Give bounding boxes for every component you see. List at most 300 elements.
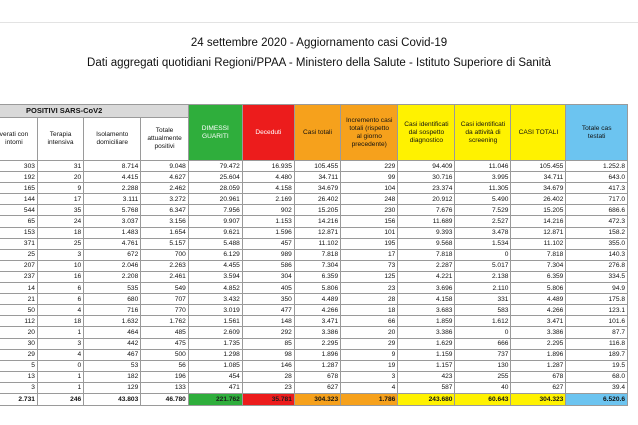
table-cell: 9	[37, 183, 83, 194]
table-cell: 672	[84, 249, 141, 260]
table-cell: 1.735	[188, 338, 242, 349]
table-cell: 1.629	[398, 338, 455, 349]
table-cell: 207	[0, 260, 37, 271]
table-cell: 680	[84, 294, 141, 305]
table-cell: 686.6	[566, 205, 628, 216]
table-cell: 9	[341, 349, 398, 360]
table-cell: 3	[37, 249, 83, 260]
table-cell: 56	[141, 360, 189, 371]
table-cell: 355.0	[566, 238, 628, 249]
table-cell: 9.568	[398, 238, 455, 249]
table-cell: 5.488	[188, 238, 242, 249]
table-cell: 21	[0, 294, 37, 305]
table-cell: 549	[141, 283, 189, 294]
header-casi-totali-upper: CASI TOTALI	[511, 105, 566, 161]
table-cell: 3	[0, 382, 37, 393]
total-cell: 246	[37, 393, 83, 405]
table-cell: 276.8	[566, 260, 628, 271]
table-cell: 7.956	[188, 205, 242, 216]
table-cell: 1.859	[398, 316, 455, 327]
table-cell: 3.272	[141, 194, 189, 205]
table-cell: 11.689	[398, 216, 455, 227]
table-row	[0, 238, 628, 249]
table-cell: 17	[37, 194, 83, 205]
table-cell: 7.304	[294, 260, 340, 271]
table-cell: 5.017	[455, 260, 511, 271]
table-cell: 1.654	[141, 227, 189, 238]
table-cell: 105.455	[294, 161, 340, 172]
table-cell: 23	[341, 283, 398, 294]
table-cell: 7.529	[455, 205, 511, 216]
table-cell: 7.818	[511, 249, 566, 260]
table-cell: 2.527	[455, 216, 511, 227]
table-row	[0, 260, 628, 271]
table-cell: 500	[141, 349, 189, 360]
table-cell: 9.907	[188, 216, 242, 227]
table-cell: 53	[84, 360, 141, 371]
total-cell: 221.762	[188, 393, 242, 405]
table-cell: 4.489	[294, 294, 340, 305]
table-cell: 477	[242, 305, 294, 316]
table-cell: 3.019	[188, 305, 242, 316]
table-cell: 129	[84, 382, 141, 393]
total-cell: 243.680	[398, 393, 455, 405]
table-cell: 1.762	[141, 316, 189, 327]
header-terapia-intensiva: Terapia intensiva	[37, 118, 83, 161]
header-dimessi-guariti: DIMESSI GUARITI	[188, 105, 242, 161]
table-cell: 4.627	[141, 172, 189, 183]
table-cell: 10	[37, 260, 83, 271]
table-cell: 20.961	[188, 194, 242, 205]
table-cell: 586	[242, 260, 294, 271]
table-cell: 1.534	[455, 238, 511, 249]
table-cell: 40	[455, 382, 511, 393]
table-cell: 158.2	[566, 227, 628, 238]
table-row	[0, 338, 628, 349]
table-cell: 1.287	[294, 360, 340, 371]
table-cell: 2.110	[455, 283, 511, 294]
header-incremento: Incremento casi totali (rispetto al giorno precedente)	[341, 105, 398, 161]
table-cell: 25.604	[188, 172, 242, 183]
table-cell: 30	[0, 338, 37, 349]
table-cell: 50	[0, 305, 37, 316]
table-cell: 9.048	[141, 161, 189, 172]
table-cell: 73	[341, 260, 398, 271]
table-cell: 423	[398, 371, 455, 382]
table-cell: 19.5	[566, 360, 628, 371]
table-cell: 25	[0, 249, 37, 260]
table-cell: 16.935	[242, 161, 294, 172]
table-cell: 457	[242, 238, 294, 249]
table-cell: 195	[341, 238, 398, 249]
group-header-positivi: POSITIVI SARS-CoV2	[0, 105, 188, 118]
table-cell: 3.386	[294, 327, 340, 338]
table-cell: 65	[0, 216, 37, 227]
table-cell: 4	[341, 382, 398, 393]
table-cell: 442	[84, 338, 141, 349]
table-row	[0, 161, 628, 172]
table-row	[0, 205, 628, 216]
table-cell: 156	[341, 216, 398, 227]
table-cell: 20	[37, 172, 83, 183]
table-cell: 4.489	[511, 294, 566, 305]
table-cell: 583	[455, 305, 511, 316]
table-cell: 1	[37, 382, 83, 393]
table-row	[0, 283, 628, 294]
table-cell: 1.287	[511, 360, 566, 371]
table-cell: 14.216	[294, 216, 340, 227]
table-cell: 26.402	[294, 194, 340, 205]
table-cell: 3	[37, 338, 83, 349]
table-cell: 350	[242, 294, 294, 305]
header-ricoverati: verati con intomi	[0, 118, 37, 161]
table-cell: 34.679	[511, 183, 566, 194]
table-cell: 34.711	[511, 172, 566, 183]
table-cell: 15.205	[294, 205, 340, 216]
table-cell: 1.159	[398, 349, 455, 360]
table-cell: 237	[0, 271, 37, 282]
table-cell: 24	[37, 216, 83, 227]
table-cell: 5.768	[84, 205, 141, 216]
table-cell: 5.806	[511, 283, 566, 294]
table-cell: 2.288	[84, 183, 141, 194]
table-cell: 0	[455, 249, 511, 260]
table-cell: 464	[84, 327, 141, 338]
table-cell: 9.621	[188, 227, 242, 238]
table-cell: 2.462	[141, 183, 189, 194]
table-cell: 153	[0, 227, 37, 238]
table-cell: 31	[37, 161, 83, 172]
header-totale-casi-testati: Totale cas testati	[566, 105, 628, 161]
table-row	[0, 316, 628, 327]
total-cell: 2.731	[0, 393, 37, 405]
table-cell: 1	[37, 327, 83, 338]
table-body	[0, 161, 628, 394]
table-cell: 123.1	[566, 305, 628, 316]
table-cell: 17	[341, 249, 398, 260]
table-cell: 7.818	[398, 249, 455, 260]
table-cell: 717.0	[566, 194, 628, 205]
table-cell: 229	[341, 161, 398, 172]
table-cell: 1.896	[294, 349, 340, 360]
total-cell: 304.323	[511, 393, 566, 405]
table-cell: 2.295	[294, 338, 340, 349]
table-cell: 255	[455, 371, 511, 382]
bottom-band	[0, 416, 638, 425]
table-cell: 4.158	[242, 183, 294, 194]
table-cell: 678	[294, 371, 340, 382]
table-cell: 303	[0, 161, 37, 172]
header-attualmente-positivi: Totale attualmente positivi	[141, 118, 189, 161]
table-cell: 16	[37, 271, 83, 282]
table-row	[0, 172, 628, 183]
table-row	[0, 305, 628, 316]
table-cell: 23.374	[398, 183, 455, 194]
table-cell: 18	[37, 227, 83, 238]
table-cell: 989	[242, 249, 294, 260]
table-cell: 104	[341, 183, 398, 194]
table-cell: 6.129	[188, 249, 242, 260]
table-cell: 472.3	[566, 216, 628, 227]
table-cell: 2.169	[242, 194, 294, 205]
table-cell: 3.683	[398, 305, 455, 316]
table-cell: 6.347	[141, 205, 189, 216]
total-cell: 1.786	[341, 393, 398, 405]
table-row	[0, 382, 628, 393]
table-cell: 189.7	[566, 349, 628, 360]
table-cell: 34.679	[294, 183, 340, 194]
table-cell: 4.221	[398, 271, 455, 282]
table-cell: 4.266	[294, 305, 340, 316]
table-cell: 20	[341, 327, 398, 338]
table-cell: 30.716	[398, 172, 455, 183]
table-cell: 94.409	[398, 161, 455, 172]
table-cell: 7.818	[294, 249, 340, 260]
totals-row	[0, 393, 628, 405]
table-cell: 1.153	[242, 216, 294, 227]
table-cell: 1.612	[455, 316, 511, 327]
table-cell: 116.8	[566, 338, 628, 349]
covid-data-table	[0, 104, 628, 406]
table-cell: 87.7	[566, 327, 628, 338]
total-cell: 304.323	[294, 393, 340, 405]
table-cell: 11.102	[511, 238, 566, 249]
table-cell: 471	[188, 382, 242, 393]
table-cell: 20.912	[398, 194, 455, 205]
header-casi-totali: Casi totali	[294, 105, 340, 161]
total-cell: 46.780	[141, 393, 189, 405]
table-cell: 8.714	[84, 161, 141, 172]
table-cell: 14.216	[511, 216, 566, 227]
table-cell: 7.304	[511, 260, 566, 271]
table-cell: 2.208	[84, 271, 141, 282]
table-cell: 11.102	[294, 238, 340, 249]
table-row	[0, 271, 628, 282]
table-cell: 3.478	[455, 227, 511, 238]
table-cell: 25	[37, 238, 83, 249]
total-cell: 43.803	[84, 393, 141, 405]
table-cell: 11.046	[455, 161, 511, 172]
table-cell: 99	[341, 172, 398, 183]
table-cell: 770	[141, 305, 189, 316]
table-cell: 1.298	[188, 349, 242, 360]
table-cell: 1.085	[188, 360, 242, 371]
table-cell: 14	[0, 283, 37, 294]
table-cell: 5.806	[294, 283, 340, 294]
table-cell: 3.386	[398, 327, 455, 338]
table-row	[0, 249, 628, 260]
table-cell: 3.156	[141, 216, 189, 227]
table-row	[0, 227, 628, 238]
table-cell: 192	[0, 172, 37, 183]
table-cell: 467	[84, 349, 141, 360]
table-cell: 485	[141, 327, 189, 338]
table-cell: 85	[242, 338, 294, 349]
table-cell: 98	[242, 349, 294, 360]
table-cell: 19	[341, 360, 398, 371]
table-cell: 4.852	[188, 283, 242, 294]
table-row	[0, 194, 628, 205]
table-row	[0, 371, 628, 382]
table-cell: 3.111	[84, 194, 141, 205]
table-cell: 125	[341, 271, 398, 282]
table-cell: 101	[341, 227, 398, 238]
table-cell: 1.483	[84, 227, 141, 238]
header-sospetto-diagnostico: Casi identificati dal sospetto diagnostico	[398, 105, 455, 161]
table-cell: 475	[141, 338, 189, 349]
top-band	[0, 0, 638, 23]
table-cell: 18	[341, 305, 398, 316]
table-cell: 544	[0, 205, 37, 216]
table-row	[0, 294, 628, 305]
table-cell: 39.4	[566, 382, 628, 393]
table-row	[0, 349, 628, 360]
table-cell: 4.761	[84, 238, 141, 249]
table-cell: 902	[242, 205, 294, 216]
table-cell: 334.5	[566, 271, 628, 282]
table-cell: 9.393	[398, 227, 455, 238]
table-cell: 196	[141, 371, 189, 382]
table-cell: 535	[84, 283, 141, 294]
table-cell: 28.059	[188, 183, 242, 194]
table-cell: 4.415	[84, 172, 141, 183]
table-cell: 4.266	[511, 305, 566, 316]
table-cell: 2.138	[455, 271, 511, 282]
table-cell: 20	[0, 327, 37, 338]
table-cell: 12.871	[294, 227, 340, 238]
table-cell: 230	[341, 205, 398, 216]
table-cell: 4.480	[242, 172, 294, 183]
table-cell: 417.3	[566, 183, 628, 194]
table-cell: 737	[455, 349, 511, 360]
table-cell: 94.9	[566, 283, 628, 294]
table-cell: 105.455	[511, 161, 566, 172]
table-cell: 678	[511, 371, 566, 382]
table-row	[0, 360, 628, 371]
table-cell: 133	[141, 382, 189, 393]
table-row	[0, 327, 628, 338]
table-cell: 716	[84, 305, 141, 316]
table-cell: 182	[84, 371, 141, 382]
table-cell: 66	[341, 316, 398, 327]
table-cell: 28	[242, 371, 294, 382]
header-isolamento: Isolamento domiciliare	[84, 118, 141, 161]
table-cell: 4	[37, 305, 83, 316]
table-cell: 2.461	[141, 271, 189, 282]
table-cell: 1.157	[398, 360, 455, 371]
table-cell: 4.158	[398, 294, 455, 305]
table-cell: 2.295	[511, 338, 566, 349]
table-cell: 34.711	[294, 172, 340, 183]
table-cell: 292	[242, 327, 294, 338]
table-cell: 707	[141, 294, 189, 305]
table-cell: 29	[0, 349, 37, 360]
table-cell: 0	[455, 327, 511, 338]
table-cell: 1.632	[84, 316, 141, 327]
table-cell: 3.696	[398, 283, 455, 294]
table-cell: 68.0	[566, 371, 628, 382]
table-cell: 79.472	[188, 161, 242, 172]
table-cell: 1.596	[242, 227, 294, 238]
table-cell: 2.287	[398, 260, 455, 271]
table-cell: 405	[242, 283, 294, 294]
total-cell: 35.781	[242, 393, 294, 405]
page-subtitle: Dati aggregati quotidiani Regioni/PPAA - Ministero della Salute - Istituto Superiore di Sanità	[87, 57, 551, 69]
table-cell: 6.359	[294, 271, 340, 282]
table-cell: 700	[141, 249, 189, 260]
table-cell: 5.490	[455, 194, 511, 205]
table-cell: 2.046	[84, 260, 141, 271]
table-cell: 5	[0, 360, 37, 371]
total-cell: 60.643	[455, 393, 511, 405]
table-cell: 4.455	[188, 260, 242, 271]
table-cell: 148	[242, 316, 294, 327]
table-cell: 112	[0, 316, 37, 327]
table-cell: 666	[455, 338, 511, 349]
table-cell: 15.205	[511, 205, 566, 216]
table-cell: 7.676	[398, 205, 455, 216]
table-cell: 1	[37, 371, 83, 382]
table-cell: 6	[37, 294, 83, 305]
table-cell: 6.359	[511, 271, 566, 282]
table-cell: 165	[0, 183, 37, 194]
table-cell: 2.609	[188, 327, 242, 338]
table-cell: 3.995	[455, 172, 511, 183]
table-cell: 18	[37, 316, 83, 327]
table-cell: 1.896	[511, 349, 566, 360]
table-cell: 11.305	[455, 183, 511, 194]
table-cell: 587	[398, 382, 455, 393]
table-cell: 371	[0, 238, 37, 249]
table-cell: 3.432	[188, 294, 242, 305]
table-cell: 26.402	[511, 194, 566, 205]
table-cell: 23	[242, 382, 294, 393]
table-cell: 1.252.8	[566, 161, 628, 172]
table-cell: 29	[341, 338, 398, 349]
table-cell: 35	[37, 205, 83, 216]
table-cell: 140.3	[566, 249, 628, 260]
table-cell: 0	[37, 360, 83, 371]
total-cell: 6.520.6	[566, 393, 628, 405]
table-cell: 3.471	[294, 316, 340, 327]
table-row	[0, 183, 628, 194]
table-cell: 627	[294, 382, 340, 393]
table-cell: 3.386	[511, 327, 566, 338]
table-cell: 3	[341, 371, 398, 382]
table-cell: 304	[242, 271, 294, 282]
table-cell: 2.263	[141, 260, 189, 271]
table-cell: 13	[0, 371, 37, 382]
table-cell: 5.157	[141, 238, 189, 249]
table-cell: 454	[188, 371, 242, 382]
table-cell: 146	[242, 360, 294, 371]
header-deceduti: Deceduti	[242, 105, 294, 161]
table-cell: 3.471	[511, 316, 566, 327]
table-cell: 4	[37, 349, 83, 360]
table-cell: 175.8	[566, 294, 628, 305]
table-cell: 3.594	[188, 271, 242, 282]
header-screening: Casi identificati da attività di screening	[455, 105, 511, 161]
table-cell: 1.561	[188, 316, 242, 327]
table-cell: 144	[0, 194, 37, 205]
page-title: 24 settembre 2020 - Aggiornamento casi Covid-19	[190, 37, 448, 49]
table-cell: 331	[455, 294, 511, 305]
table-cell: 130	[455, 360, 511, 371]
table-cell: 12.871	[511, 227, 566, 238]
table-cell: 28	[341, 294, 398, 305]
table-cell: 248	[341, 194, 398, 205]
table-cell: 6	[37, 283, 83, 294]
